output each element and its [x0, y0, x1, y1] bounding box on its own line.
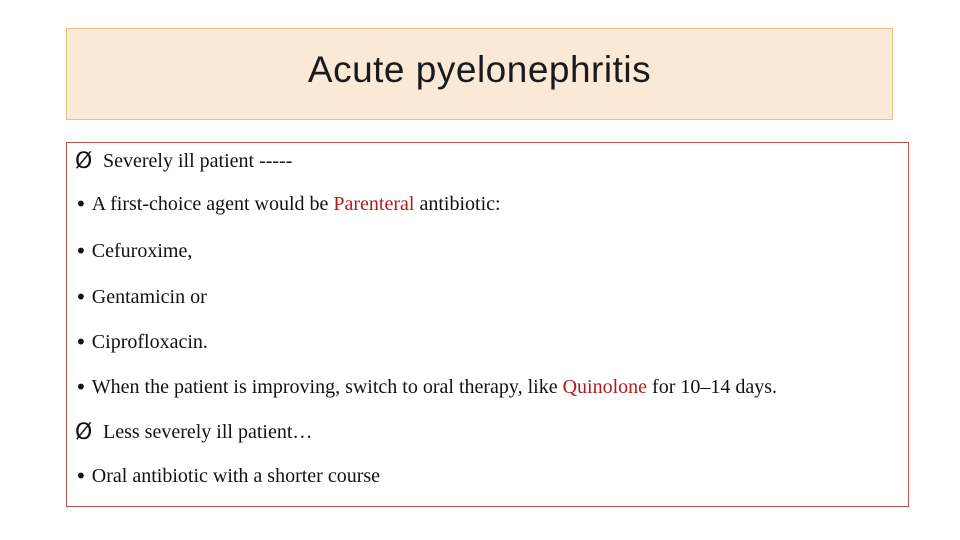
bullet-line-8	[75, 453, 380, 499]
dot-bullet-icon: •	[75, 375, 87, 399]
bullet-line-3	[75, 228, 192, 274]
bullet-line-4	[75, 274, 207, 320]
arrow-bullet-icon: Ø	[75, 419, 93, 445]
line-text: Ciprofloxacin.	[91, 330, 208, 353]
dot-bullet-icon: •	[75, 464, 87, 488]
line-text-pre: A first-choice agent would be	[91, 192, 334, 215]
line-text-post: for 10–14 days.	[647, 375, 778, 398]
bullet-line-5	[75, 319, 208, 365]
dot-bullet-icon: •	[75, 192, 87, 216]
dot-bullet-icon: •	[75, 239, 87, 263]
bullet-line-2	[75, 181, 501, 227]
slide-title: Acute pyelonephritis	[307, 49, 652, 90]
highlight-parenteral: Parenteral	[333, 192, 415, 215]
arrow-bullet-icon: Ø	[75, 148, 93, 174]
dot-bullet-icon: •	[75, 330, 87, 354]
highlight-quinolone: Quinolone	[562, 375, 648, 398]
bullet-line-1	[75, 138, 292, 184]
bullet-line-6	[75, 364, 777, 410]
line-text: Oral antibiotic with a shorter course	[91, 464, 381, 487]
title-box	[66, 28, 893, 120]
line-text: Gentamicin or	[91, 285, 207, 308]
bullet-line-7	[75, 409, 312, 455]
line-text-pre: When the patient is improving, switch to oral therapy, like	[91, 375, 563, 398]
dot-bullet-icon: •	[75, 285, 87, 309]
line-text-post: antibiotic:	[414, 192, 501, 215]
line-text: Severely ill patient -----	[103, 149, 293, 172]
line-text: Cefuroxime,	[91, 239, 193, 262]
content-box	[66, 142, 909, 507]
line-text: Less severely ill patient…	[103, 420, 313, 443]
